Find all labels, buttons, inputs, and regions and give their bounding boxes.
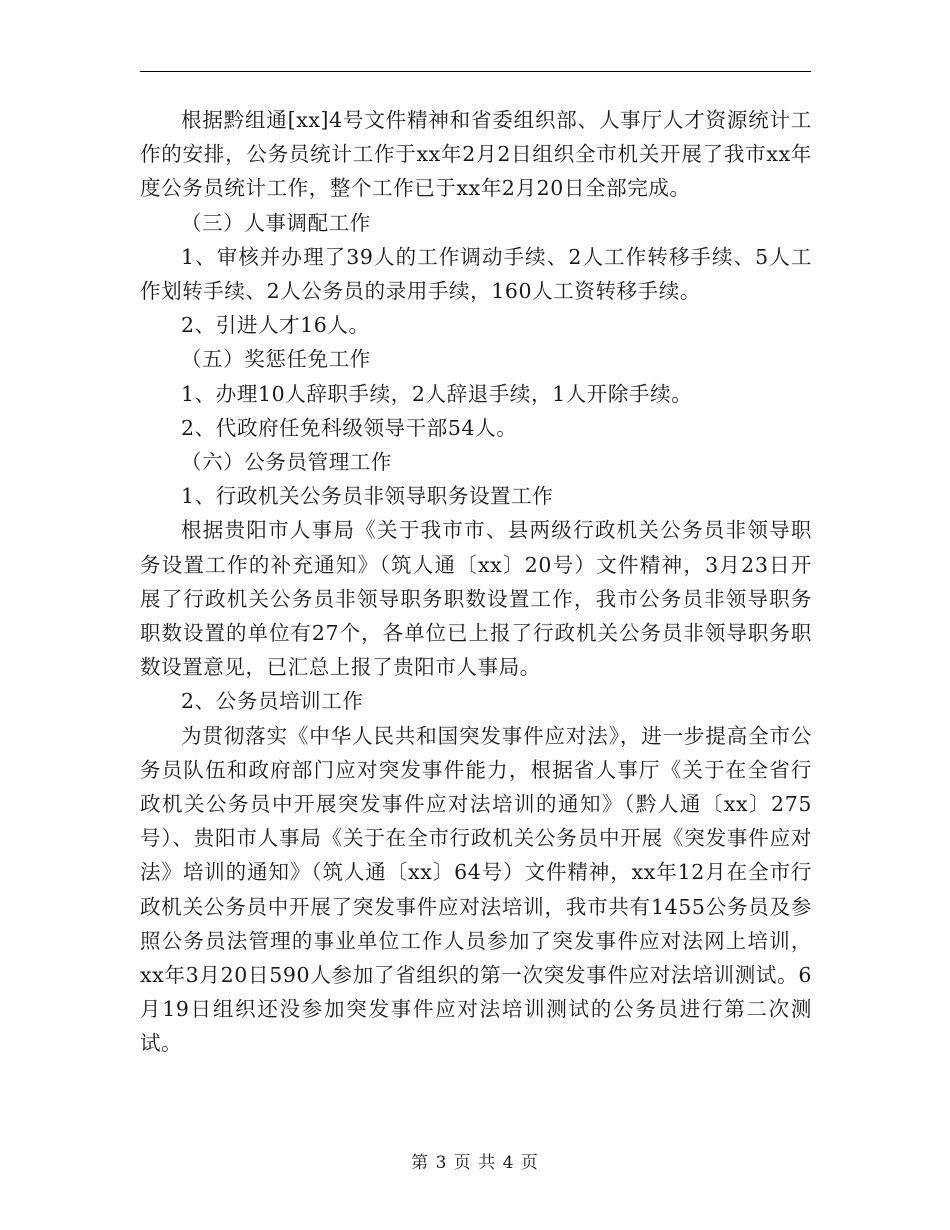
heading-civil-servant-management: （六）公务员管理工作 — [181, 450, 392, 475]
subheading-non-leading-positions: 1、行政机关公务员非领导职务设置工作 — [181, 484, 554, 509]
page-number-footer: 第 3 页 共 4 页 — [411, 1153, 539, 1173]
paragraph-statistics: 根据黔组通[xx]4号文件精神和省委组织部、人事厅人才资源统计工作的安排，公务员统计工作于xx年2月2日组织全市机关开展了我市xx年度公务员统计工作，整个工作已于xx年2月20日全部完成。 — [140, 108, 812, 201]
paragraph-resignations: 1、办理10人辞职手续，2人辞退手续，1人开除手续。 — [181, 381, 693, 406]
paragraph-transfer-procedures: 1、审核并办理了39人的工作调动手续、2人工作转移手续、5人工作划转手续、2人公务员的录用手续，160人工资转移手续。 — [140, 244, 812, 304]
document-body — [140, 103, 812, 1061]
subheading-training: 2、公务员培训工作 — [181, 689, 364, 714]
paragraph-talent-introduction: 2、引进人才16人。 — [181, 313, 370, 338]
paragraph-non-leading-positions: 根据贵阳市人事局《关于我市市、县两级行政机关公务员非领导职务设置工作的补充通知》（筑人通〔xx〕20号）文件精神，3月23日开展了行政机关公务员非领导职务职数设置工作，我市公务员非领导职务职数设置的单位有27个，各单位已上报了行政机关公务员非领导职务职数设置意见，已汇总上报了贵阳市人事局。 — [140, 518, 812, 680]
header-rule — [140, 71, 811, 72]
heading-rewards-appointments: （五）奖惩任免工作 — [181, 347, 371, 372]
heading-personnel-allocation: （三）人事调配工作 — [181, 210, 371, 235]
paragraph-appointments: 2、代政府任免科级领导干部54人。 — [181, 415, 518, 440]
paragraph-training: 为贯彻落实《中华人民共和国突发事件应对法》，进一步提高全市公务员队伍和政府部门应对突发事件能力，根据省人事厅《关于在全省行政机关公务员中开展突发事件应对法培训的通知》（黔人通〔xx〕275号）、贵阳市人事局《关于在全市行政机关公务员中开展《突发事件应对法》培训的通知》（筑人通〔xx〕64号）文件精神，xx年12月在全市行政机关公务员中开展了突发事件应对法培训，我市共有1455公务员及参照公务员法管理的事业单位工作人员参加了突发事件应对法网上培训，xx年3月20日590人参加了省组织的第一次突发事件应对法培训测试。6月19日组织还没参加突发事件应对法培训测试的公务员进行第二次测试。 — [140, 723, 812, 1056]
